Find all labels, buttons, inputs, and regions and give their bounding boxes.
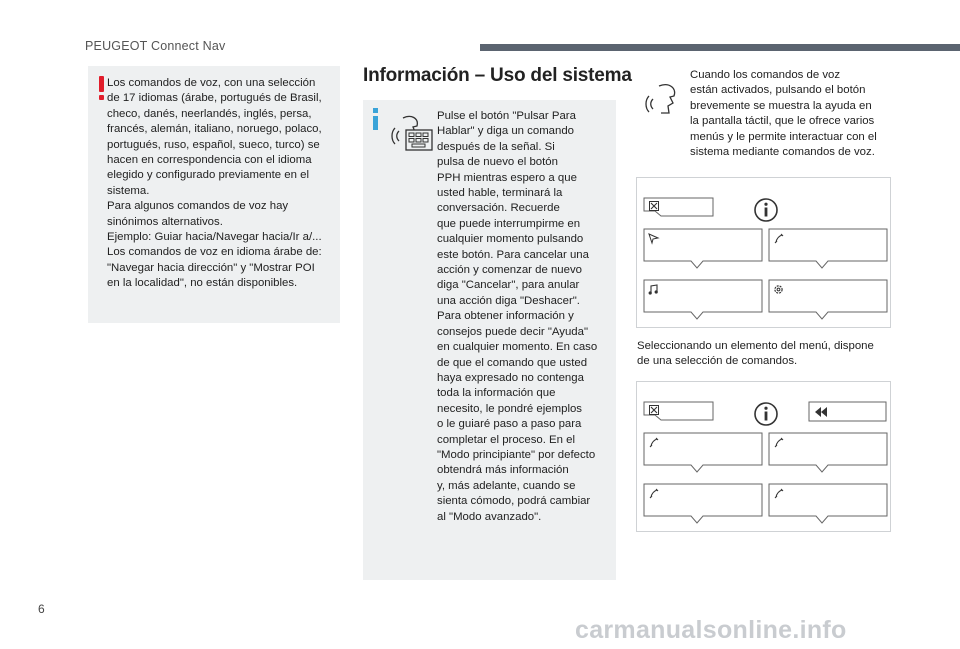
warning-text [107, 76, 339, 292]
text-line: Para algunos comandos de voz hay [107, 200, 289, 213]
text-line: hacen en correspondencia con el idioma [107, 154, 312, 167]
text-line: que puede interrumpirme en [437, 217, 581, 230]
text-line: de una selección de comandos. [637, 355, 798, 368]
text-line: "Modo principiante" por defecto [437, 448, 596, 461]
text-line: francés, alemán, italiano, noruego, polaco, [107, 123, 322, 136]
header-title: PEUGEOT Connect Nav [85, 39, 226, 53]
text-line: Los comandos de voz en idioma árabe de: [107, 246, 322, 259]
command-selection-screen [636, 381, 891, 532]
info-button[interactable] [753, 197, 781, 225]
back-button[interactable] [808, 401, 887, 423]
watermark: carmanualsonline.info [575, 616, 847, 644]
text-line: Pulse el botón "Pulsar Para [437, 110, 576, 122]
text-line: "Navegar hacia dirección" y "Mostrar POI [107, 261, 315, 274]
text-line: haya expresado no contenga [437, 371, 584, 384]
text-line: menús y le permite interactuar con el [690, 130, 877, 143]
close-button[interactable] [643, 401, 714, 421]
text-line: necesito, le pondré ejemplos [437, 402, 583, 415]
page-number: 6 [38, 602, 45, 616]
header-rule [480, 44, 960, 51]
voice-help-screen [636, 177, 891, 328]
right-intro-text [690, 68, 890, 160]
command-item[interactable] [768, 483, 888, 523]
text-line: acción y comenzar de nuevo [437, 264, 582, 277]
text-line: Hablar" y diga un comando [437, 125, 575, 138]
text-line: al "Modo avanzado". [437, 510, 542, 523]
text-line: brevemente se muestra la ayuda en [690, 99, 872, 112]
menu-item-phone[interactable] [768, 228, 888, 268]
text-line: toda la información que [437, 387, 556, 400]
text-line: sienta cómodo, podrá cambiar [437, 495, 591, 508]
text-line: Para obtener información y [437, 310, 574, 323]
text-line: cualquier momento pulsando [437, 233, 584, 246]
text-line: obtendrá más información [437, 464, 569, 477]
text-line: Ejemplo: Guiar hacia/Navegar hacia/Ir a/... [107, 231, 322, 244]
text-line: Los comandos de voz, con una selección [107, 77, 316, 89]
text-line: la pantalla táctil, que le ofrece varios [690, 115, 875, 128]
menu-item-music[interactable] [643, 279, 763, 319]
text-line: de 17 idiomas (árabe, portugués de Brasil, [107, 92, 322, 105]
text-line: pulsa de nuevo el botón [437, 156, 558, 169]
command-item[interactable] [643, 483, 763, 523]
text-line: portugués, ruso, español, sueco, turco) se [107, 138, 320, 151]
text-line: Seleccionando un elemento del menú, dispone [637, 340, 874, 352]
info-text [437, 109, 612, 525]
warning-note [88, 66, 340, 323]
text-line: después de la señal. Si [437, 140, 555, 153]
text-line: usted hable, terminará la [437, 187, 563, 200]
info-icon [369, 108, 383, 130]
text-line: este botón. Para cancelar una [437, 248, 589, 261]
text-line: en cualquier momento. En caso [437, 341, 598, 354]
text-line: y, más adelante, cuando se [437, 479, 576, 492]
text-line: en la localidad", no están disponibles. [107, 277, 298, 290]
text-line: checo, danés, neerlandés, inglés, persa, [107, 107, 312, 120]
text-line: sistema. [107, 184, 150, 197]
text-line: están activados, pulsando el botón [690, 84, 866, 97]
voice-command-keyboard-icon [385, 112, 433, 152]
command-item[interactable] [768, 432, 888, 472]
text-line: Cuando los comandos de voz [690, 69, 841, 81]
menu-item-navigation[interactable] [643, 228, 763, 268]
text-line: una acción diga "Deshacer". [437, 294, 580, 307]
section-title: Información – Uso del sistema [363, 65, 632, 86]
text-line: completar el proceso. En el [437, 433, 576, 446]
caption-text [637, 339, 897, 370]
close-button[interactable] [643, 197, 714, 217]
text-line: de que el comando que usted [437, 356, 588, 369]
text-line: PPH mientras espero a que [437, 171, 577, 184]
menu-item-settings[interactable] [768, 279, 888, 319]
command-item[interactable] [643, 432, 763, 472]
text-line: o le guiaré paso a paso para [437, 418, 582, 431]
voice-command-icon [643, 82, 681, 116]
info-note [363, 100, 616, 580]
text-line: elegido y configurado previamente en el [107, 169, 310, 182]
text-line: conversación. Recuerde [437, 202, 560, 215]
text-line: sinónimos alternativos. [107, 215, 223, 228]
text-line: consejos puede decir "Ayuda" [437, 325, 588, 338]
info-button[interactable] [753, 401, 781, 429]
text-line: sistema mediante comandos de voz. [690, 146, 875, 159]
text-line: diga "Cancelar", para anular [437, 279, 580, 292]
